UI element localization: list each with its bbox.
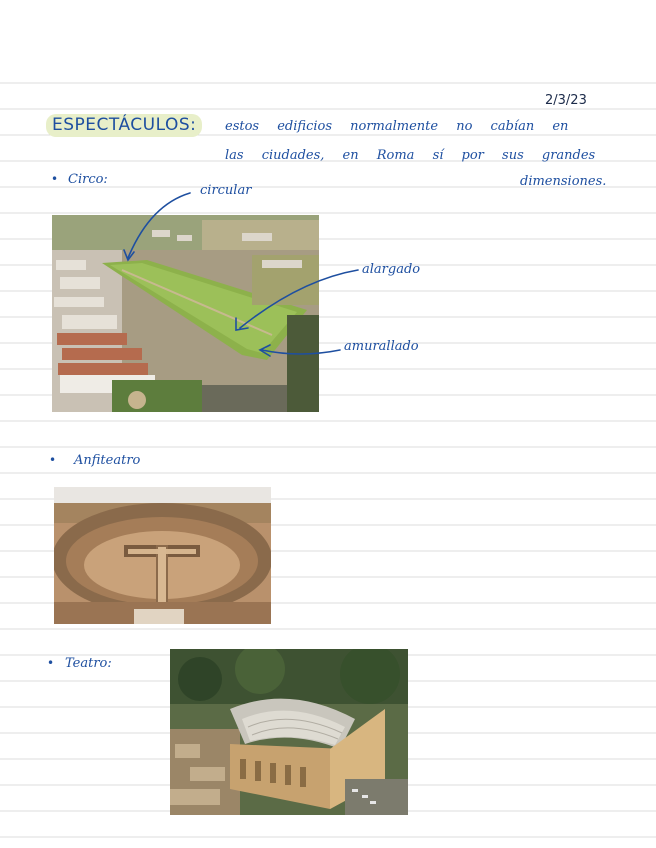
intro-line-1: estos edificios normalmente no cabían en: [225, 119, 569, 134]
annotation-alargado: alargado: [362, 262, 421, 277]
intro-line-2: las ciudades, en Roma sí por sus grandes: [225, 148, 596, 163]
amphitheatre-photo: [54, 487, 271, 624]
page-title: ESPECTÁCULOS:: [52, 115, 197, 135]
section-label-circo: Circo:: [68, 172, 108, 187]
note-date: 2/3/23: [545, 93, 587, 108]
title-highlight: [46, 114, 202, 137]
annotation-amurallado: amurallado: [344, 339, 419, 354]
bullet-circo: •: [51, 172, 59, 186]
bullet-teatro: •: [47, 656, 55, 670]
section-label-anfiteatro: Anfiteatro: [74, 453, 141, 468]
theatre-photo: [170, 649, 408, 815]
section-label-teatro: Teatro:: [65, 656, 112, 671]
annotation-circular: circular: [200, 183, 252, 198]
circus-aerial-photo: [52, 215, 319, 412]
bullet-anfiteatro: •: [49, 453, 57, 467]
intro-line-3: dimensiones.: [520, 174, 607, 189]
